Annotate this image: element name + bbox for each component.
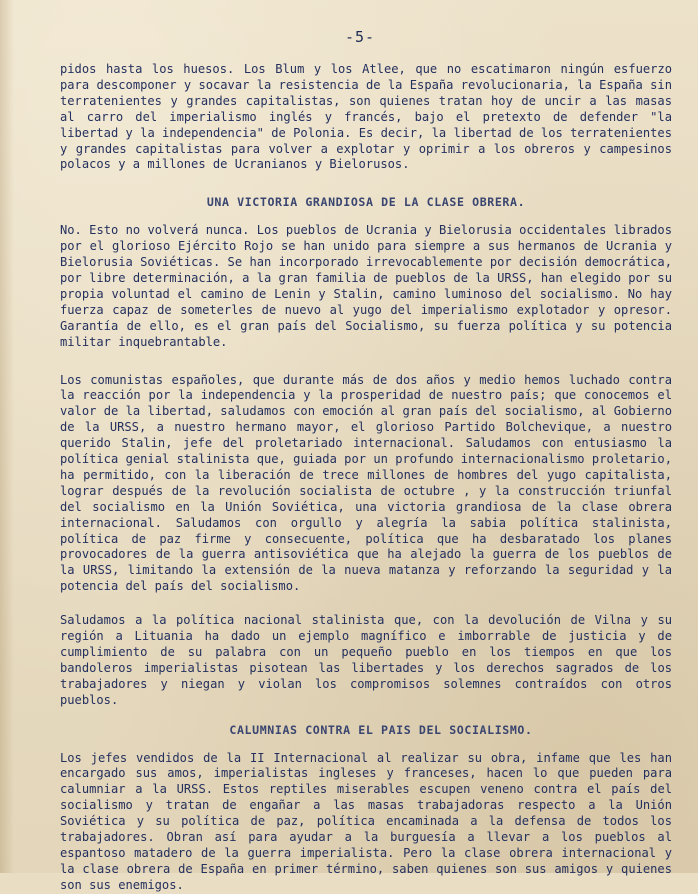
paragraph-continuation: pidos hasta los huesos. Los Blum y los Atlee, que no escatimaron ningún esfuerzo para descomponer y socavar la resistencia de la España revolucionaria, la España sin terratenientes y grandes capitalistas, son quienes tratan hoy de uncir a las masas al carro del imperialismo inglés y francés, bajo el pretexto de defender "la libertad y la independencia" de Polonia. Es decir, la libertad de los terratenientes y grandes capitalistas para volver a explotar y oprimir a los obreros y campesinos polacos y a millones de Ucranianos y Bielorusos. — [60, 62, 672, 172]
paragraph-comunistas-espanoles: Los comunistas españoles, que durante más de dos años y medio hemos luchado contra la reacción por la independencia y la prosperidad de nuestro país; que conocemos el valor de la libertad, saludamos con emoción al gran país del socialismo, al Gobierno de la URSS, a nuestro hermano mayor, el glorioso Partido Bolchevique, a nuestro querido Stalin, jefe del proletariado internacional. Saludamos con entusiasmo la política genial stalinista que, guiada por un profundo internacionalismo proletario, ha permitido, con la liberación de trece millones de hombres del yugo capitalista, lograr después de la revolución socialista de octubre , y la construcción triunfal del socialismo en la Unión Soviética, una victoria grandiosa de la clase obrera internacional. Saludamos con orgullo y alegría la sabia política stalinista, política de paz firme y consecuente, política que ha desbaratado los planes provocadores de la guerra antisoviética que ha alejado la guerra de los pueblos de la URSS, limitando la extensión de la nueva matanza y reforzando la seguridad y la potencia del país del socialismo. — [60, 372, 672, 594]
section-heading-calumnias: CALUMNIAS CONTRA EL PAIS DEL SOCIALISMO. — [229, 722, 533, 737]
paragraph-jefes-vendidos: Los jefes vendidos de la II Internacional al realizar su obra, infame que les han encargado sus amos, imperialistas ingleses y franceses, hacen lo que pueden para calumniar a la URSS. Estos reptiles miserables escupen veneno contra el país del socialismo y tratan de engañar a las masas trabajadoras respecto a la Unión Soviética y su política de paz, política encaminada a la defensa de todos los trabajadores. Obran así para ayudar a la burguesía a llevar a los pueblos al espantoso matadero de la guerra imperialista. Pero la clase obrera internacional y la clase obrera de España en primer término, saben quienes son sus amigos y quienes son sus enemigos. — [60, 750, 672, 892]
paper-edge-stain — [0, 0, 14, 873]
paragraph-no-volvera: No. Esto no volverá nunca. Los pueblos de Ucrania y Bielorusia occidentales librados por el glorioso Ejército Rojo se han unido para siempre a sus hermanos de Ucrania y Bielorusia Soviéticas. Se han incorporado irrevocablemente por decisión democrática, por libre determinación, a la gran familia de pueblos de la URSS, han elegido por su propia voluntad el camino de Lenin y Stalin, camino luminoso del socialismo. No hay fuerza capaz de someterles de nuevo al yugo del imperialismo explotador y opresor. Garantía de ello, es el gran país del Socialismo, su fuerza política y su potencia militar inquebrantable. — [60, 223, 672, 349]
typewritten-text-body — [60, 62, 672, 894]
page-number: -5- — [344, 28, 376, 46]
paragraph-politica-nacional: Saludamos a la política nacional stalinista que, con la devolución de Vilna y su región a Lituania ha dado un ejemplo magnífico e imborrable de justicia y de cumplimiento de su palabra con un pequeño pueblo en los tiempos en que los bandoleros imperialistas pisotean las libertades y los derechos sagrados de los trabajadores y niegan y violan los compromisos solemnes contraídos con otros pueblos. — [60, 613, 672, 707]
section-heading-victoria: UNA VICTORIA GRANDIOSA DE LA CLASE OBRERA. — [206, 195, 526, 210]
